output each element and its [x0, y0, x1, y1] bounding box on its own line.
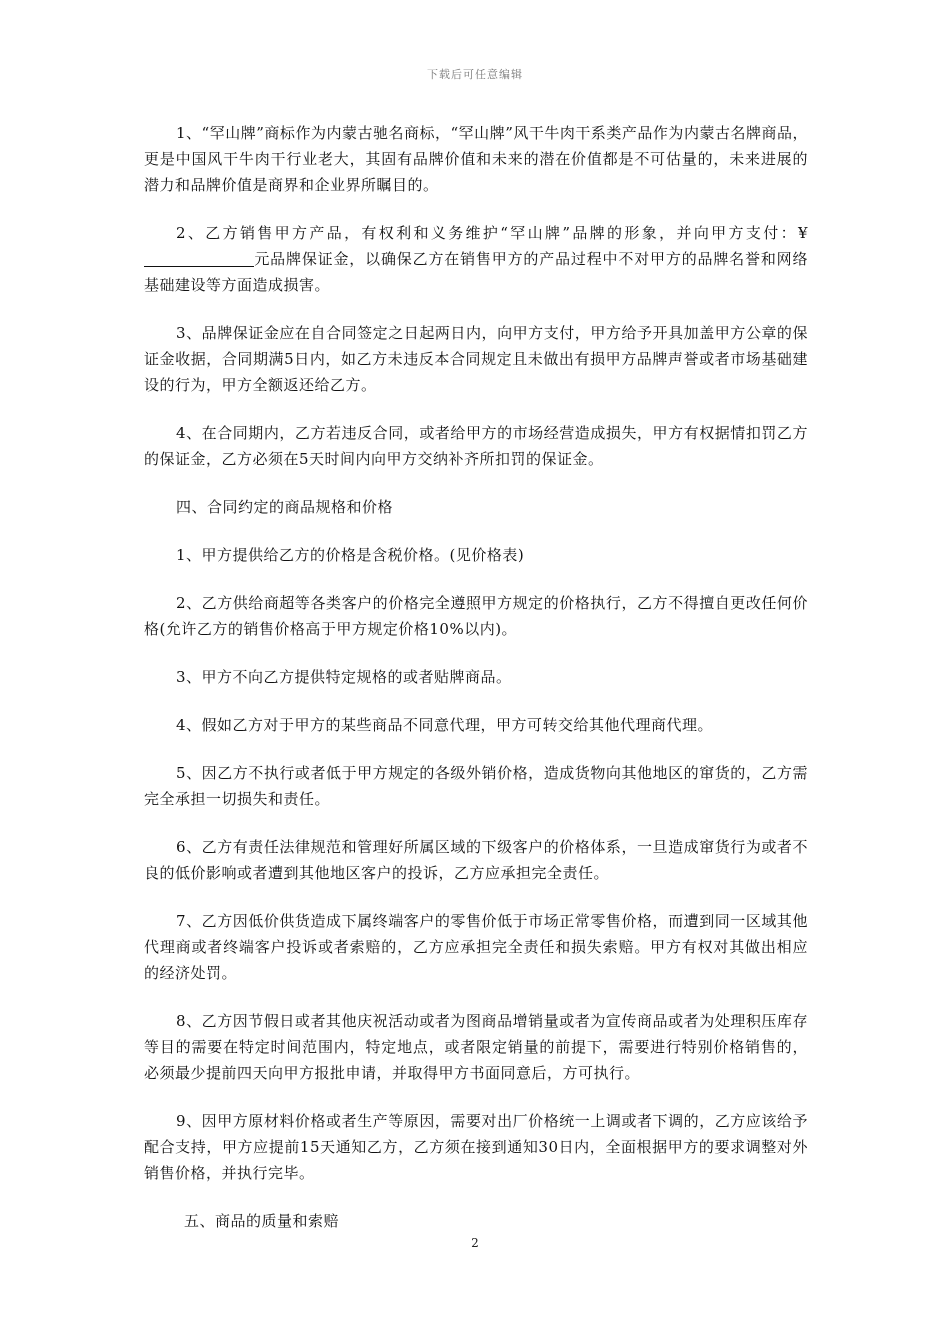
section-heading-quality-claims: 五、商品的质量和索赔 — [184, 1212, 340, 1230]
paragraph-brand-trademark: 1、“罕山牌”商标作为内蒙古驰名商标，“罕山牌”风干牛肉干系类产品作为内蒙古名牌商品，更是中国风干牛肉干行业老大，其固有品牌价值和未来的潜在价值都是不可估量的，未来进展的潜力和品牌价值是商界和企业界所瞩目的。 — [144, 124, 808, 194]
clause-4-9: 9、因甲方原材料价格或者生产等原因，需要对出厂价格统一上调或者下调的，乙方应该给予配合支持，甲方应提前15天通知乙方，乙方须在接到通知30日内，全面根据甲方的要求调整对外销售价格，并执行完毕。 — [144, 1112, 808, 1182]
paragraph-deposit-payment: 3、品牌保证金应在自合同签定之日起两日内，向甲方支付，甲方给予开具加盖甲方公章的保证金收据，合同期满5日内，如乙方未违反本合同规定且未做出有损甲方品牌声誉或者市场基础建设的行为，甲方全额返还给乙方。 — [144, 324, 808, 394]
clause-4-4: 4、假如乙方对于甲方的某些商品不同意代理，甲方可转交给其他代理商代理。 — [176, 716, 714, 734]
deposit-amount-blank — [144, 250, 254, 267]
document-body — [144, 120, 808, 1256]
header-note: 下载后可任意编辑 — [427, 68, 523, 81]
clause-4-3: 3、甲方不向乙方提供特定规格的或者贴牌商品。 — [176, 668, 512, 686]
clause-4-8: 8、乙方因节假日或者其他庆祝活动或者为图商品增销量或者为宣传商品或者为处理积压库存等目的需要在特定时间范围内，特定地点，或者限定销量的前提下，需要进行特别价格销售的，必须最少提前四天向甲方报批申请，并取得甲方书面同意后，方可执行。 — [144, 1012, 808, 1082]
paragraph-brand-deposit — [144, 220, 808, 298]
clause-4-5: 5、因乙方不执行或者低于甲方规定的各级外销价格，造成货物向其他地区的窜货的，乙方需完全承担一切损失和责任。 — [144, 764, 808, 808]
clause-4-7: 7、乙方因低价供货造成下属终端客户的零售价低于市场正常零售价格，而遭到同一区域其他代理商或者终端客户投诉或者索赔的，乙方应承担完全责任和损失索赔。甲方有权对其做出相应的经济处罚。 — [144, 912, 808, 982]
paragraph-deposit-penalty: 4、在合同期内，乙方若违反合同，或者给甲方的市场经营造成损失，甲方有权据情扣罚乙方的保证金，乙方必须在5天时间内向甲方交纳补齐所扣罚的保证金。 — [144, 424, 808, 468]
clause-4-1: 1、甲方提供给乙方的价格是含税价格。(见价格表) — [176, 546, 525, 564]
paragraph-brand-deposit-end: 元品牌保证金，以确保乙方在销售甲方的产品过程中不对甲方的品牌名誉和网络基础建设等方面造成损害。 — [144, 250, 808, 294]
clause-4-2: 2、乙方供给商超等各类客户的价格完全遵照甲方规定的价格执行，乙方不得擅自更改任何价格(允许乙方的销售价格高于甲方规定价格10%以内)。 — [144, 594, 808, 638]
clause-4-6: 6、乙方有责任法律规范和管理好所属区域的下级客户的价格体系，一旦造成窜货行为或者不良的低价影响或者遭到其他地区客户的投诉，乙方应承担完全责任。 — [144, 838, 808, 882]
paragraph-brand-deposit-start: 2、乙方销售甲方产品，有权利和义务维护“罕山牌”品牌的形象，并向甲方支付：¥ — [176, 224, 808, 242]
page-number: 2 — [471, 1236, 479, 1250]
section-heading-specs-price: 四、合同约定的商品规格和价格 — [176, 498, 394, 516]
